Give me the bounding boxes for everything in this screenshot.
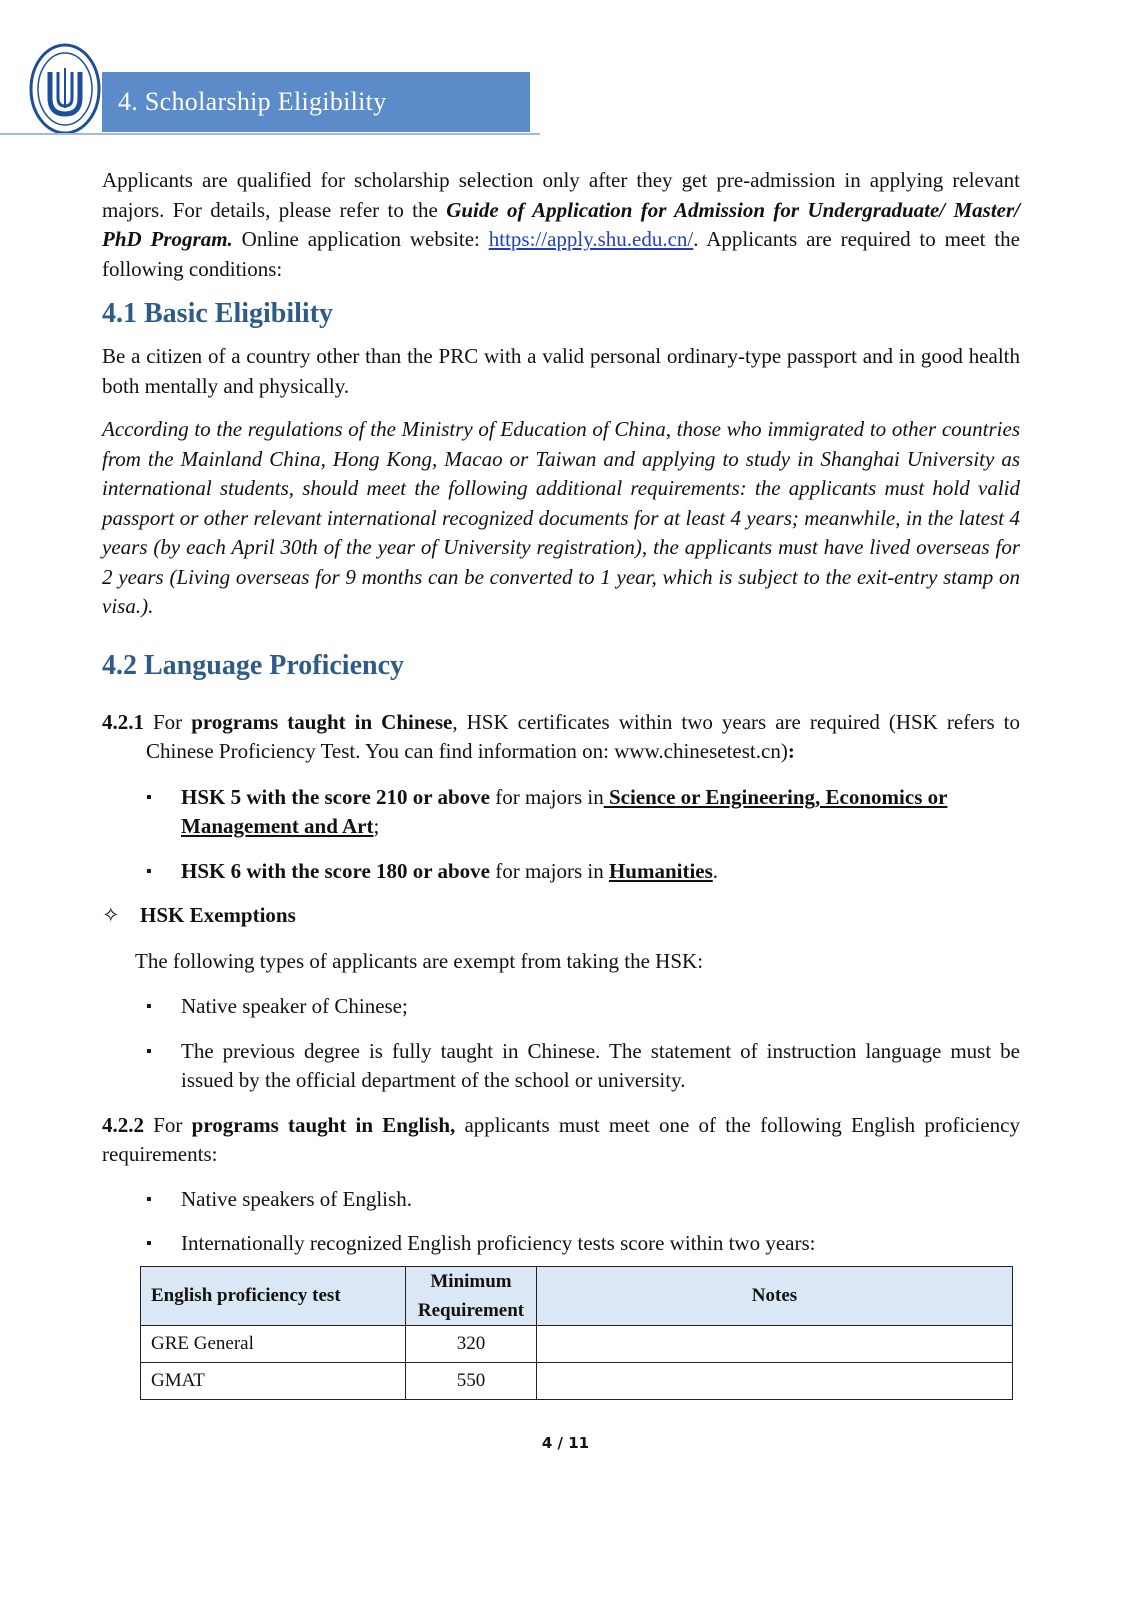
list-item	[102, 992, 1020, 1022]
bullet-icon: ▪	[146, 1042, 152, 1060]
table-cell: 320	[406, 1326, 537, 1363]
intro-text-3: . Applicants are required to meet the following conditions:	[102, 227, 1020, 281]
hsk5-text: for majors in	[489, 784, 604, 809]
english-requirements-table	[140, 1266, 1013, 1400]
english-tests-item: Internationally recognized English proficiency tests score within two years:	[181, 1231, 816, 1255]
intro-text: Applicants are qualified for scholarship selection only after they get pre-admission in applying relevant majors. For details, please refer to the	[102, 168, 1020, 222]
immigration-requirements-text: According to the regulations of the Ministry of Education of China, those who immigrated to other countries from the Mainland China, Hong Kong, Macao or Taiwan and applying to study in Shanghai University as international students, should meet the following additional requirements: the applicants must hold valid passport or other relevant international recognized documents for at least 4 years; meanwhile, in the latest 4 years (by each April 30th of the year of University registration), the applicants must have lived overseas for 2 years (Living overseas for 9 months can be converted to 1 year, which is subject to the exit-entry stamp on visa.).	[102, 417, 1020, 618]
colon: :	[211, 1142, 218, 1166]
exemption-native-speaker: Native speaker of Chinese;	[181, 994, 408, 1018]
english-text-2: applicants must meet one of the following English proficiency requirements	[102, 1112, 1020, 1166]
intro-text-2: Online application website:	[232, 227, 489, 251]
english-native-speakers: Native speakers of English.	[181, 1186, 412, 1211]
section-number: 4.2.2	[102, 1112, 144, 1137]
bullet-icon: ▪	[146, 1235, 152, 1252]
bullet-icon: ▪	[146, 1190, 152, 1208]
exemption-previous-degree: The previous degree is fully taught in Chinese. The statement of instruction language must be issued by the official department of the school or university.	[181, 1038, 1020, 1092]
list-item	[102, 1229, 1020, 1259]
hsk5-requirement: HSK 5 with the score 210 or above	[181, 784, 490, 809]
hsk6-majors: Humanities	[608, 858, 713, 883]
language-proficiency-heading: 4.2 Language Proficiency	[102, 649, 405, 681]
table-header-row	[141, 1267, 1013, 1326]
basic-eligibility-heading: 4.1 Basic Eligibility	[102, 298, 334, 329]
table-cell: GMAT	[141, 1363, 406, 1400]
hsk5-majors: Science or Engineering, Economics or Management and Art	[181, 784, 948, 838]
section-title-banner	[102, 72, 530, 132]
diamond-star-icon: ✧	[102, 903, 120, 927]
chinese-text-2: , HSK certificates within two years are required (HSK refers to Chinese Proficiency Test. You can find information on: www.chinesetest.cn)	[146, 709, 1020, 763]
table-row	[141, 1326, 1013, 1363]
column-header: Minimum Requirement	[406, 1267, 537, 1326]
page-number: 4 / 11	[541, 1434, 590, 1452]
english-text: For	[144, 1112, 192, 1137]
exemptions-intro: The following types of applicants are exempt from taking the HSK:	[135, 948, 704, 973]
header-rule	[0, 133, 540, 135]
university-seal-icon	[28, 42, 102, 136]
colon: :	[787, 739, 795, 763]
chinese-programs-label: programs taught in Chinese	[191, 709, 453, 734]
chinese-programs-paragraph	[102, 708, 1020, 767]
intro-paragraph	[102, 166, 1020, 284]
column-header: Notes	[537, 1267, 1013, 1326]
hsk-exemptions-title	[102, 901, 1020, 931]
table-cell: 550	[406, 1363, 537, 1400]
bullet-icon: ▪	[146, 788, 152, 806]
hsk6-text: for majors in	[489, 858, 609, 883]
application-link[interactable]: https://apply.shu.edu.cn/	[488, 227, 694, 251]
punct: .	[712, 858, 719, 883]
section-number: 4.2.1	[102, 709, 144, 734]
column-header: English proficiency test	[141, 1267, 406, 1326]
chinese-text: For	[144, 709, 192, 734]
list-item	[102, 1037, 1020, 1096]
list-item	[102, 1185, 1020, 1215]
main-content	[102, 166, 1020, 1259]
section-title: 4. Scholarship Eligibility	[118, 87, 387, 116]
exemptions-title-text: HSK Exemptions	[140, 903, 296, 927]
list-item	[102, 783, 1020, 842]
table-cell	[537, 1363, 1013, 1400]
bullet-icon: ▪	[146, 862, 152, 880]
table-cell	[537, 1326, 1013, 1363]
table-row	[141, 1363, 1013, 1400]
list-item	[102, 857, 1020, 887]
punct: ;	[373, 814, 380, 838]
english-programs-paragraph	[102, 1111, 1020, 1170]
hsk6-requirement: HSK 6 with the score 180 or above	[181, 858, 490, 883]
page-header	[0, 40, 1131, 140]
table-cell: GRE General	[141, 1326, 406, 1363]
bullet-icon: ▪	[146, 998, 152, 1015]
guide-title: Guide of Application for Admission for Undergraduate/ Master/ PhD Program.	[102, 197, 1020, 251]
english-programs-label: programs taught in English,	[191, 1112, 456, 1137]
basic-eligibility-text: Be a citizen of a country other than the PRC with a valid personal ordinary-type passport and in good health both mentally and physically.	[102, 344, 1020, 398]
